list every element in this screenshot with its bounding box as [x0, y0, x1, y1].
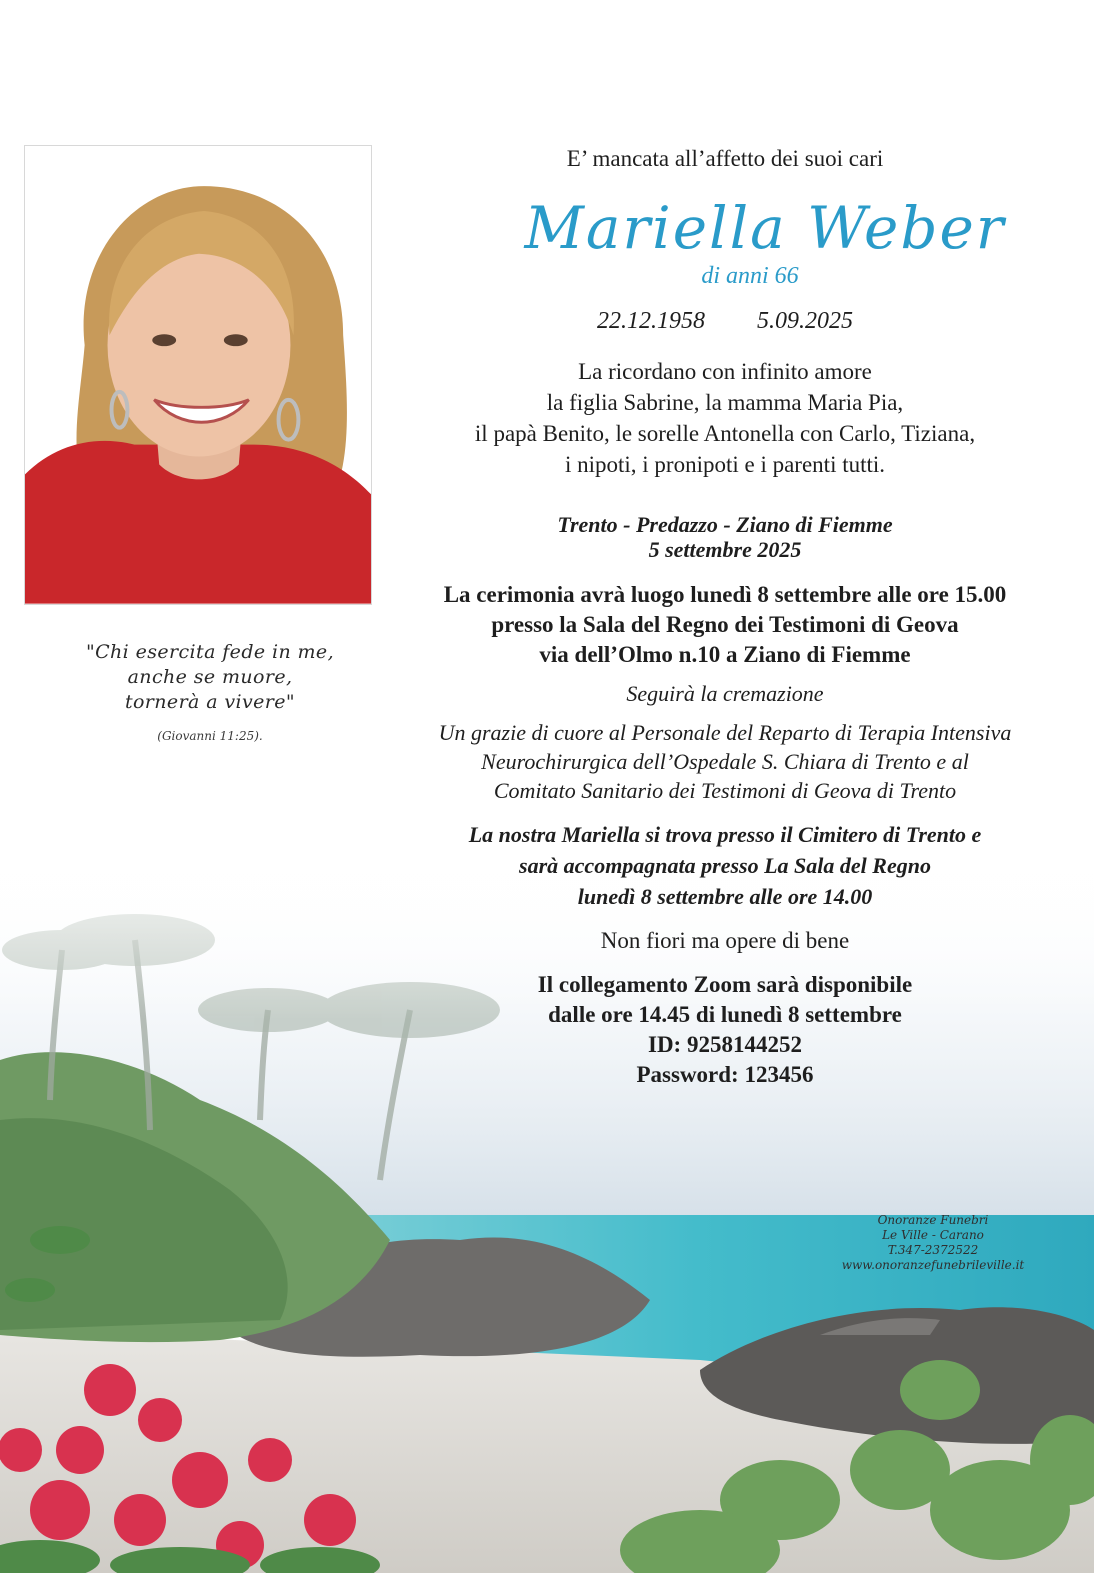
- zoom-meeting-id: ID: 9258144252: [648, 1032, 802, 1057]
- transfer-line: sarà accompagnata presso La Sala del Regno: [519, 853, 931, 878]
- flowers-note: Non fiori ma opere di bene: [600, 928, 850, 953]
- quote-line: tornerà a vivere": [124, 691, 296, 713]
- death-date: 5.09.2025: [757, 308, 853, 334]
- family-line: i nipoti, i pronipoti e i parenti tutti.: [564, 452, 886, 477]
- funeral-home-name: Onoranze Funebri: [877, 1213, 989, 1227]
- intro-text: E’ mancata all’affetto dei suoi cari: [566, 146, 884, 171]
- family-line: la figlia Sabrine, la mamma Maria Pia,: [546, 390, 904, 415]
- portrait-photo-icon: [25, 146, 371, 604]
- cremation-note: Seguirà la cremazione: [626, 681, 824, 706]
- thanks-line: Neurochirurgica dell’Ospedale S. Chiara di Trento e al: [481, 749, 969, 774]
- quote-line: anche se muore,: [127, 666, 293, 688]
- deceased-name: Mariella Weber: [524, 194, 1006, 262]
- family-line: il papà Benito, le sorelle Antonella con Carlo, Tiziana,: [474, 421, 976, 446]
- life-dates: [390, 306, 1060, 336]
- transfer-line: La nostra Mariella si trova presso il Cimitero di Trento e: [468, 822, 982, 847]
- place-date: 5 settembre 2025: [648, 537, 802, 562]
- quote-line: "Chi esercita fede in me,: [85, 641, 335, 663]
- places-and-date: [390, 512, 1060, 562]
- thanks-line: Un grazie di cuore al Personale del Reparto di Terapia Intensiva: [438, 720, 1012, 745]
- transfer-info: [390, 819, 1060, 912]
- deceased-age: di anni 66: [701, 263, 799, 289]
- funeral-home-website[interactable]: www.onoranzefunebrileville.it: [841, 1258, 1025, 1272]
- ceremony-line: La cerimonia avrà luogo lunedì 8 settembre alle ore 15.00: [443, 582, 1007, 607]
- zoom-info: [390, 970, 1060, 1090]
- funeral-home-phone: T.347-2372522: [887, 1243, 979, 1257]
- thanks-note: [390, 718, 1060, 805]
- notice-text: [390, 138, 1060, 1090]
- funeral-home-credit: [820, 1213, 1046, 1273]
- thanks-line: Comitato Sanitario dei Testimoni di Geova di Trento: [493, 778, 957, 803]
- ceremony-line: via dell’Olmo n.10 a Ziano di Fiemme: [539, 642, 911, 667]
- family-list: [390, 356, 1060, 480]
- zoom-line: Il collegamento Zoom sarà disponibile: [537, 972, 913, 997]
- quote-reference: (Giovanni 11:25).: [157, 729, 263, 743]
- portrait-photo: [24, 145, 372, 605]
- zoom-line: dalle ore 14.45 di lunedì 8 settembre: [548, 1002, 902, 1027]
- ceremony-line: presso la Sala del Regno dei Testimoni di Geova: [491, 612, 959, 637]
- family-line: La ricordano con infinito amore: [578, 359, 872, 384]
- birth-date: 22.12.1958: [597, 308, 705, 334]
- transfer-line: lunedì 8 settembre alle ore 14.00: [577, 884, 873, 909]
- bible-quote: [40, 640, 380, 743]
- zoom-password: Password: 123456: [636, 1062, 814, 1087]
- funeral-home-location: Le Ville - Carano: [882, 1228, 984, 1242]
- ceremony-info: [390, 580, 1060, 670]
- places: Trento - Predazzo - Ziano di Fiemme: [557, 512, 893, 537]
